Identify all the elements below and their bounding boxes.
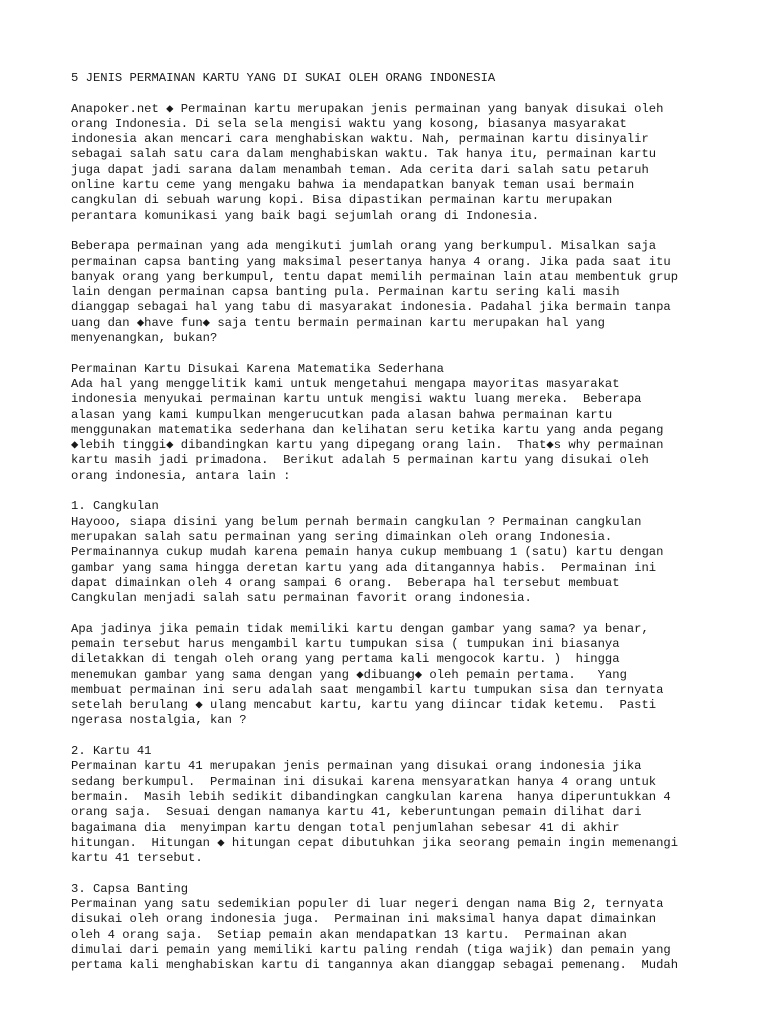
- paragraph-line: pemain tersebut harus mengambil kartu tumpukan sisa ( tumpukan ini biasanya: [71, 636, 620, 651]
- paragraph-line: pertama kali menghabiskan kartu di tangannya akan dianggap sebagai pemenang. Mudah: [71, 958, 679, 973]
- paragraph-line: bermain. Masih lebih sedikit dibandingkan cangkulan karena hanya diperuntukkan 4: [71, 789, 671, 804]
- paragraph-line: gambar yang sama hingga deretan kartu yang ada ditangannya habis. Permainan ini: [71, 560, 657, 575]
- paragraph-line: hitungan. Hitungan ◆ hitungan cepat dibutuhkan jika seorang pemain ingin memenangi: [71, 835, 679, 850]
- item-2-heading: 2. Kartu 41: [71, 744, 152, 759]
- paragraph-line: menemukan gambar yang sama dengan yang ◆dibuang◆ oleh pemain pertama. Yang: [71, 667, 627, 682]
- paragraph-line: dianggap sebagai hal yang tabu di masyarakat indonesia. Padahal jika bermain tanpa: [71, 300, 671, 315]
- paragraph-line: Hayooo, siapa disini yang belum pernah bermain cangkulan ? Permainan cangkulan: [71, 514, 642, 529]
- paragraph-line: online kartu ceme yang mengaku bahwa ia mendapatkan banyak teman usai bermain: [71, 178, 635, 193]
- section-paragraph: [71, 377, 761, 484]
- paragraph-line: orang indonesia, antara lain :: [71, 468, 291, 483]
- paragraph-line: cangkulan di sebuah warung kopi. Bisa dipastikan permainan kartu merupakan: [71, 193, 613, 208]
- blank-line: [71, 86, 761, 101]
- document-title: 5 JENIS PERMAINAN KARTU YANG DI SUKAI OLEH ORANG INDONESIA: [71, 71, 496, 85]
- paragraph-line: Permainannya cukup mudah karena pemain hanya cukup membuang 1 (satu) kartu dengan: [71, 545, 664, 560]
- section-heading: Permainan Kartu Disukai Karena Matematika Sederhana: [71, 361, 444, 376]
- item-3-paragraph: [71, 897, 761, 973]
- item-2-paragraph: [71, 759, 761, 866]
- blank-line: [71, 484, 761, 499]
- blank-line: [71, 866, 761, 881]
- item-1-paragraph-2: [71, 622, 761, 729]
- paragraph-line: Ada hal yang menggelitik kami untuk mengetahui mengapa mayoritas masyarakat: [71, 376, 620, 391]
- intro-paragraph: [71, 102, 761, 224]
- paragraph-line: merupakan salah satu permainan yang sering dimainkan oleh orang Indonesia.: [71, 529, 613, 544]
- paragraph-line: ◆lebih tinggi◆ dibandingkan kartu yang dipegang orang lain. That◆s why permainan: [71, 438, 664, 453]
- item-1-heading: 1. Cangkulan: [71, 499, 159, 514]
- paragraph-line: Permainan kartu 41 merupakan jenis permainan yang disukai orang indonesia jika: [71, 759, 642, 774]
- second-paragraph: [71, 239, 761, 346]
- paragraph-line: menyenangkan, bukan?: [71, 331, 218, 346]
- paragraph-line: bagaimana dia menyimpan kartu dengan total penjumlahan sebesar 41 di akhir: [71, 820, 620, 835]
- paragraph-line: indonesia menyukai permainan kartu untuk mengisi waktu luang mereka. Beberapa: [71, 392, 642, 407]
- blank-line: [71, 346, 761, 361]
- paragraph-line: membuat permainan ini seru adalah saat mengambil kartu tumpukan sisa dan ternyata: [71, 682, 664, 697]
- paragraph-line: orang saja. Sesuai dengan namanya kartu 41, keberuntungan pemain dilihat dari: [71, 805, 642, 820]
- paragraph-line: perantara komunikasi yang baik bagi sejumlah orang di Indonesia.: [71, 208, 540, 223]
- paragraph-line: dimulai dari pemain yang memiliki kartu paling rendah (tiga wajik) dan pemain yang: [71, 942, 671, 957]
- paragraph-line: banyak orang yang berkumpul, tentu dapat memilih permainan lain atau membentuk grup: [71, 269, 679, 284]
- item-1-paragraph: [71, 515, 761, 607]
- paragraph-line: Beberapa permainan yang ada mengikuti jumlah orang yang berkumpul. Misalkan saja: [71, 239, 657, 254]
- paragraph-line: alasan yang kami kumpulkan mengerucutkan pada alasan bahwa permainan kartu: [71, 407, 613, 422]
- paragraph-line: setelah berulang ◆ ulang mencabut kartu, kartu yang diincar tidak ketemu. Pasti: [71, 698, 657, 713]
- paragraph-line: sebagai salah satu cara dalam menghabiskan waktu. Tak hanya itu, permainan kartu: [71, 147, 657, 162]
- paragraph-line: orang Indonesia. Di sela sela mengisi waktu yang kosong, biasanya masyarakat: [71, 116, 627, 131]
- blank-line: [71, 224, 761, 239]
- paragraph-line: Permainan yang satu sedemikian populer di luar negeri dengan nama Big 2, ternyata: [71, 897, 664, 912]
- paragraph-line: Cangkulan menjadi salah satu permainan favorit orang indonesia.: [71, 591, 532, 606]
- paragraph-line: Apa jadinya jika pemain tidak memiliki kartu dengan gambar yang sama? ya benar,: [71, 621, 649, 636]
- item-3-heading: 3. Capsa Banting: [71, 881, 189, 896]
- paragraph-line: dapat dimainkan oleh 4 orang sampai 6 orang. Beberapa hal tersebut membuat: [71, 575, 620, 590]
- paragraph-line: sedang berkumpul. Permainan ini disukai karena mensyaratkan hanya 4 orang untuk: [71, 774, 657, 789]
- paragraph-line: disukai oleh orang indonesia juga. Permainan ini maksimal hanya dapat dimainkan: [71, 912, 657, 927]
- paragraph-line: uang dan ◆have fun◆ saja tentu bermain permainan kartu merupakan hal yang: [71, 315, 605, 330]
- paragraph-line: ngerasa nostalgia, kan ?: [71, 713, 247, 728]
- paragraph-line: menggunakan matematika sederhana dan kelihatan seru ketika kartu yang anda pegang: [71, 422, 664, 437]
- paragraph-line: indonesia akan mencari cara menghabiskan waktu. Nah, permainan kartu disinyalir: [71, 132, 649, 147]
- paragraph-line: diletakkan di tengah oleh orang yang pertama kali mengocok kartu. ) hingga: [71, 652, 620, 667]
- paragraph-line: juga dapat jadi sarana dalam menambah teman. Ada cerita dari salah satu petaruh: [71, 162, 649, 177]
- paragraph-line: oleh 4 orang saja. Setiap pemain akan mendapatkan 13 kartu. Permainan akan: [71, 927, 627, 942]
- paragraph-line: kartu 41 tersebut.: [71, 851, 203, 866]
- paragraph-line: permainan capsa banting yang maksimal pesertanya hanya 4 orang. Jika pada saat itu: [71, 254, 671, 269]
- paragraph-line: kartu masih jadi primadona. Berikut adalah 5 permainan kartu yang disukai oleh: [71, 453, 649, 468]
- paragraph-line: lain dengan permainan capsa banting pula. Permainan kartu sering kali masih: [71, 285, 620, 300]
- document-body: [71, 71, 761, 974]
- paragraph-line: Anapoker.net ◆ Permainan kartu merupakan jenis permainan yang banyak disukai oleh: [71, 101, 664, 116]
- blank-line: [71, 606, 761, 621]
- blank-line: [71, 729, 761, 744]
